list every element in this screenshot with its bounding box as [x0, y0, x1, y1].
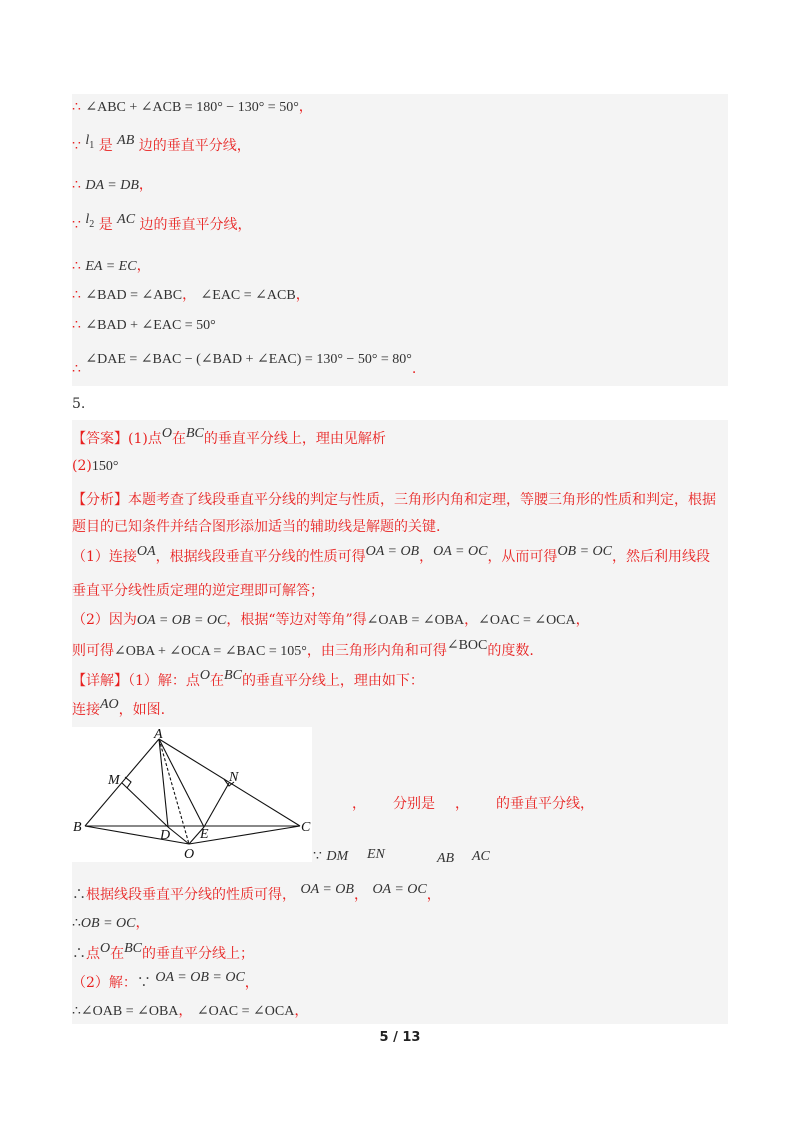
- detail-math-ac: AC: [472, 849, 490, 864]
- label-m: M: [108, 773, 120, 788]
- answer-line-2: (2)150°: [72, 458, 119, 474]
- detail-step-line: ∴点O在BC的垂直平分线上；: [72, 941, 255, 962]
- label-e: E: [200, 827, 209, 842]
- triangle-figure-svg: [72, 727, 312, 862]
- page-footer: [0, 1030, 800, 1045]
- detail-reason-line: 的垂直平分线，: [496, 796, 594, 812]
- detail-reason-line: ，: [455, 796, 469, 812]
- page-number: 5: [379, 1030, 389, 1045]
- label-a: A: [154, 727, 163, 742]
- detail-step-line: ∴根据线段垂直平分线的性质可得， OA = OB， OA = OC，: [72, 882, 441, 903]
- detail-step-line: （2）解：∵ OA = OB = OC，: [72, 970, 259, 991]
- answer-line: 【答案】(1)点O在BC的垂直平分线上，理由见解析: [72, 426, 386, 447]
- step-line: ∵ $l_2$ 是 AC 边的垂直平分线，: [72, 212, 252, 233]
- analysis-step-3: 则可得∠OBA + ∠OCA = ∠BAC = 105°，由三角形内角和可得∠BOC的度数.: [72, 638, 534, 659]
- detail-step-line: ∴∠OAB = ∠OBA， ∠OAC = ∠OCA，: [72, 1003, 309, 1019]
- analysis-step-2: （2）因为OA = OB = OC，根据“等边对等角”得∠OAB = ∠OBA，∠OAC = ∠OCA，: [72, 612, 590, 628]
- detail-tag: 【详解】: [72, 673, 128, 689]
- figure-background: [72, 727, 312, 862]
- analysis-step-1-cont: 垂直平分线性质定理的逆定理即可解答；: [72, 583, 324, 599]
- triangle-figure: [72, 727, 312, 862]
- detail-math-ab: AB: [437, 851, 455, 866]
- page-total: 13: [402, 1030, 421, 1045]
- page-separator: /: [393, 1030, 398, 1045]
- detail-math-en: EN: [367, 847, 385, 862]
- detail-line: 【详解】（1）解：点O在BC的垂直平分线上，理由如下：: [72, 668, 424, 689]
- detail-math-row: ∵ DM: [313, 848, 349, 864]
- label-c: C: [301, 820, 311, 835]
- detail-reason-line: ，: [352, 796, 366, 812]
- problem-number: 5.: [72, 396, 86, 412]
- analysis-tag: 【分析】: [72, 492, 128, 508]
- label-o: O: [184, 847, 195, 862]
- step-line: ∴ ∠BAD = ∠ABC， ∠EAC = ∠ACB，: [72, 287, 310, 303]
- analysis-step-1: （1）连接OA，根据线段垂直平分线的性质可得OA = OB，OA = OC，从而可得OB = OC，然后利用线段: [72, 544, 710, 565]
- step-line: ∵ $l_1$ 是 AB 边的垂直平分线，: [72, 133, 251, 154]
- detail-connect-line: 连接AO，如图.: [72, 697, 166, 718]
- step-line: ∴ DA = DB，: [72, 177, 153, 193]
- step-line: ∴ ∠BAD + ∠EAC = 50°: [72, 317, 216, 333]
- answer-tag: 【答案】: [72, 431, 128, 447]
- label-d: D: [160, 828, 171, 843]
- detail-reason-line: 分别是: [393, 796, 435, 812]
- step-line: ∴ EA = EC，: [72, 258, 151, 274]
- step-line: ∴ ∠ABC + ∠ACB = 180° − 130° = 50°，: [72, 99, 313, 115]
- analysis-paragraph: 【分析】本题考查了线段垂直平分线的判定与性质，三角形内角和定理，等腰三角形的性质和判定，根据题目的已知条件并结合图形添加适当的辅助线是解题的关键.: [72, 492, 716, 535]
- label-n: N: [229, 770, 239, 785]
- step-line: ∴ ∠DAE = ∠BAC − (∠BAD + ∠EAC) = 130° − 50° = 80°.: [72, 352, 417, 377]
- label-b: B: [73, 820, 82, 835]
- detail-step-line: ∴OB = OC，: [72, 915, 150, 931]
